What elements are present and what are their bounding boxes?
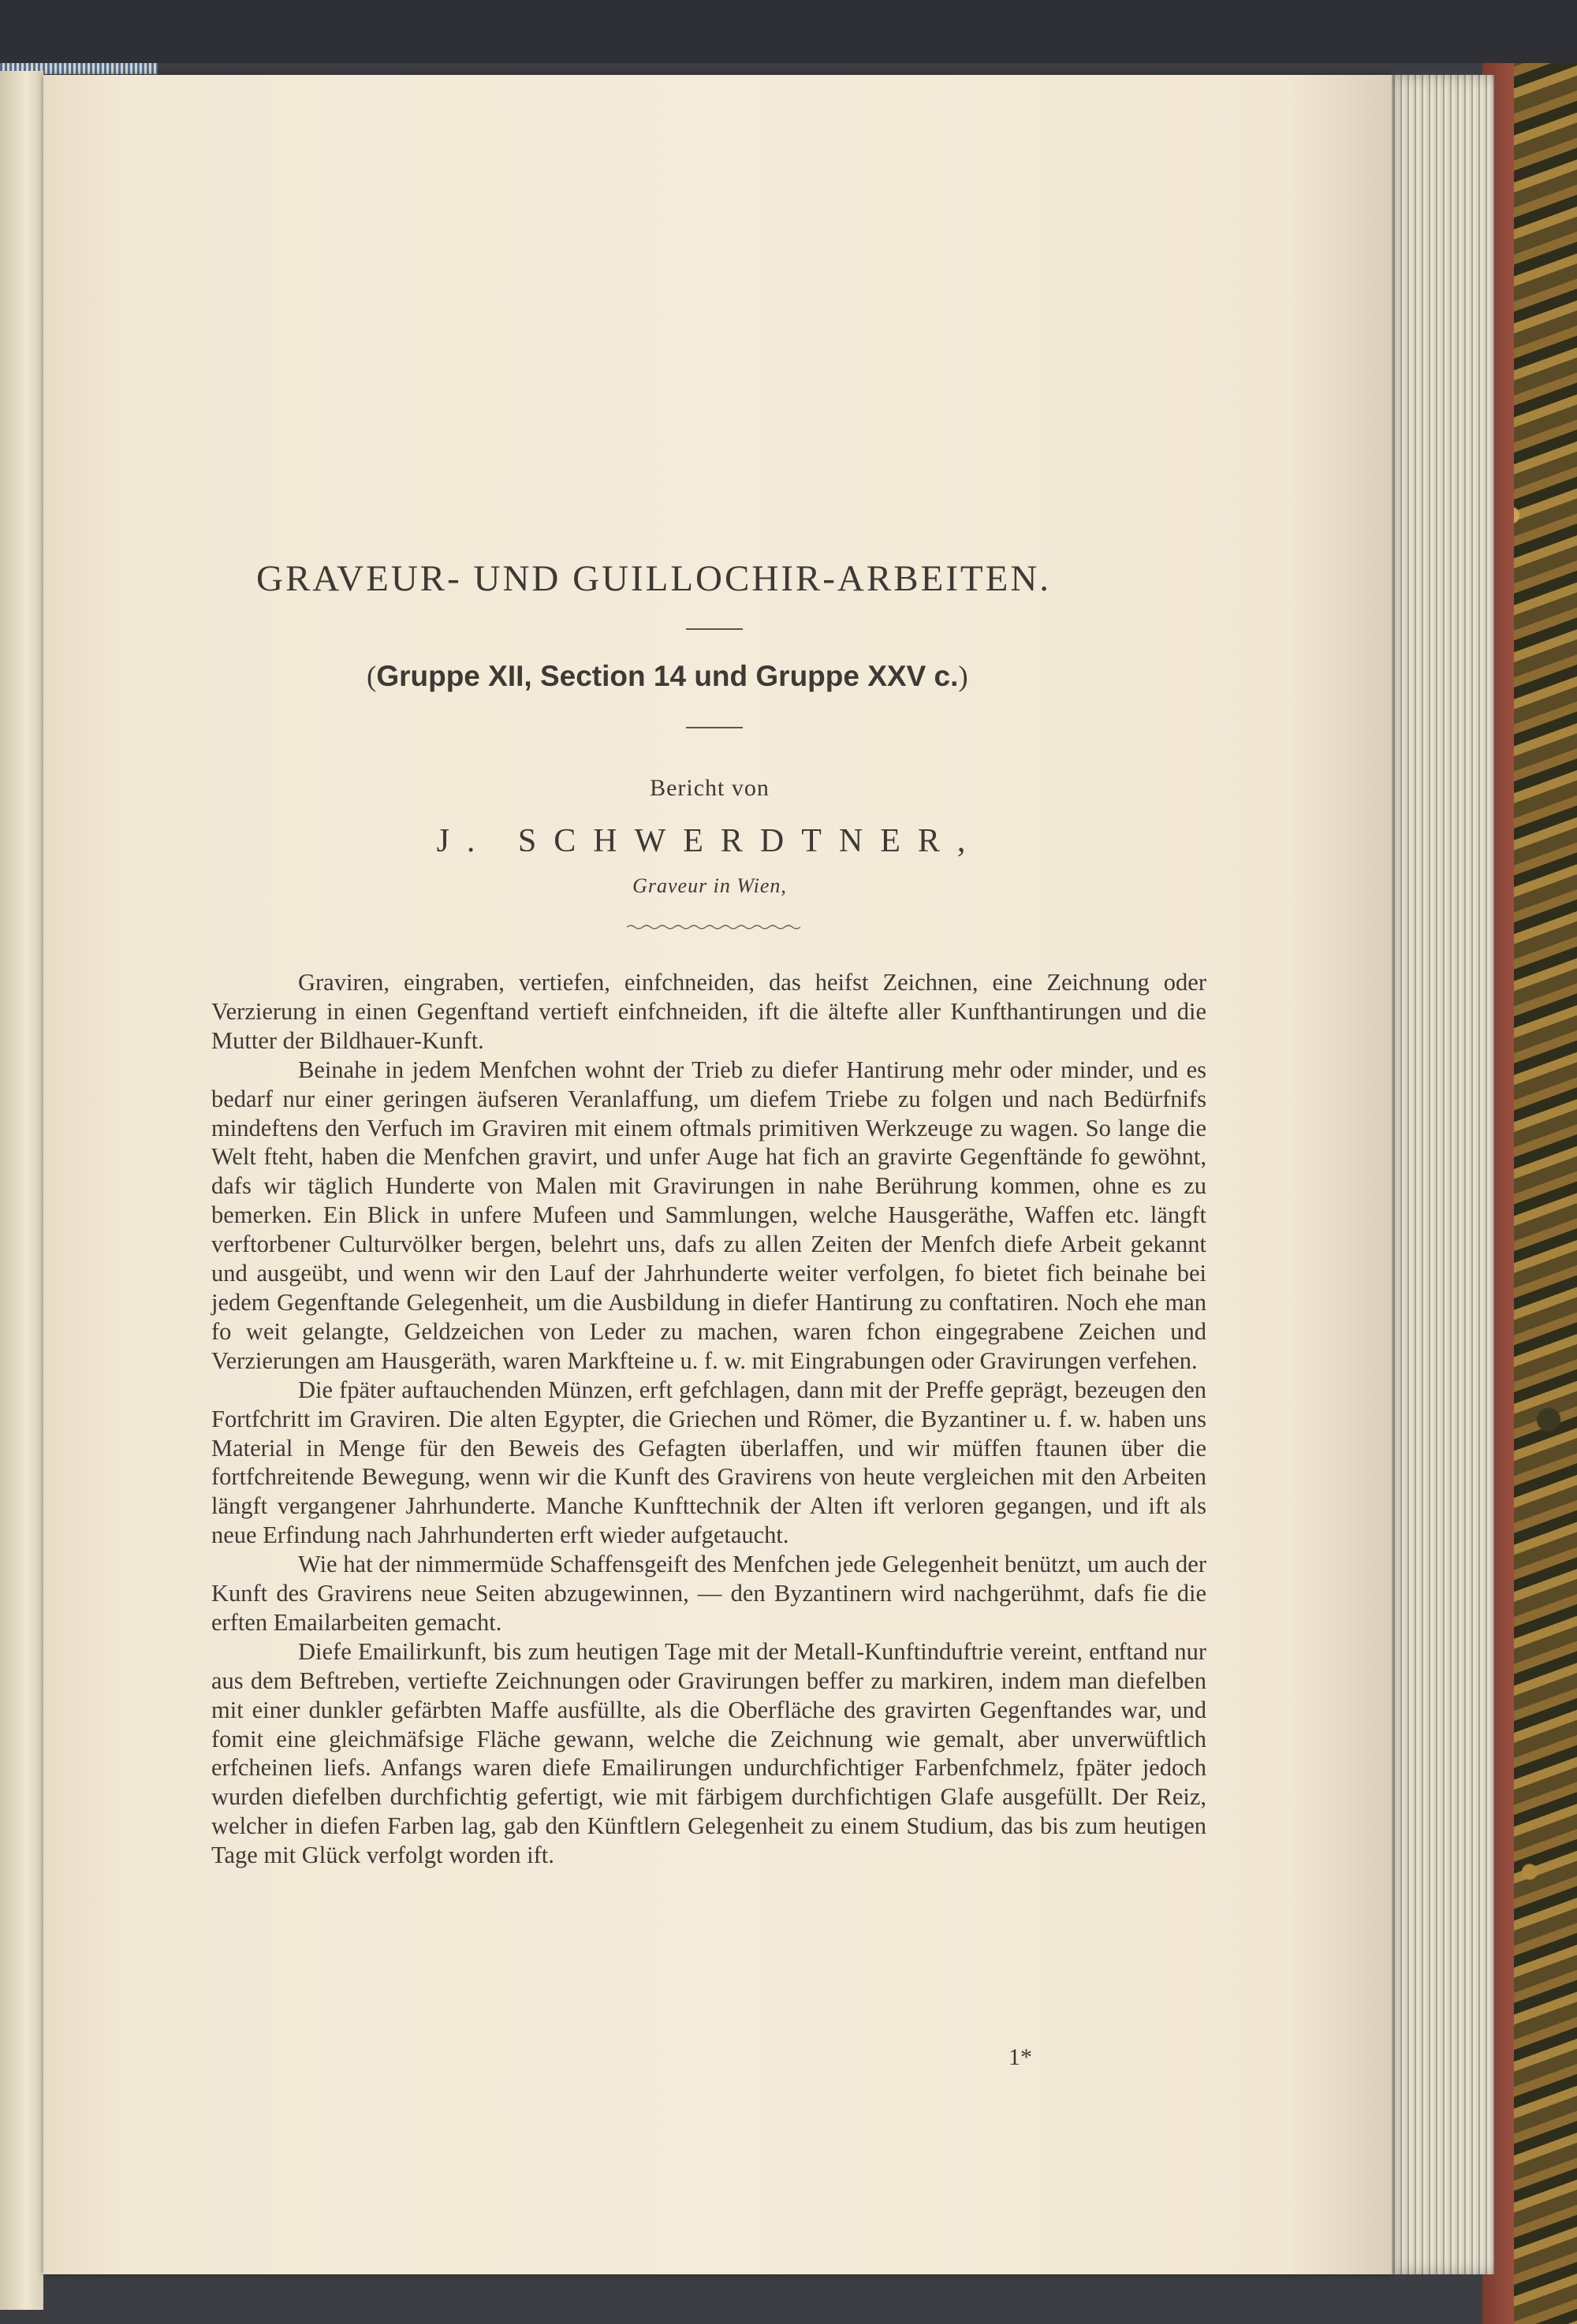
ornamental-wavy-rule	[627, 923, 800, 931]
article-body	[211, 968, 1206, 1870]
title-divider	[686, 628, 743, 630]
author-role: Graveur in Wien,	[632, 874, 787, 897]
subtitle-open-paren: (	[367, 661, 377, 693]
report-by-label: Bericht von	[650, 775, 770, 801]
paragraph: Wie hat der nimmermüde Schaffensgeift des Menfchen jede Gelegenheit benützt, um auch der Kunft des Gravirens neue Seiten abzugewinnen, — den Byzantinern wird nachgerühmt, dafs fie die erften Emailarbeiten gemacht.	[211, 1551, 1206, 1636]
paragraph: Beinahe in jedem Menfchen wohnt der Trieb zu diefer Hantirung mehr oder minder, und es bedarf nur einer geringen äufseren Veranlaffung, um diefem Triebe zu folgen und nach Bedürfnifs mindeftens den Verfuch im Graviren mit einem oftmals primitiven Werkzeuge zu wagen. So lange die Welt fteht, haben die Menfchen gravirt, und unfer Auge hat fich an gravirte Gegenftände fo gewöhnt, dafs wir täglich Hunderte von Malen mit Gravirungen in nahe Berührung kommen, ohne es zu bemerken. Ein Blick in unfere Mufeen und Sammlungen, welche Hausgeräthe, Waffen etc. längft verftorbener Culturvölker bergen, belehrt uns, dafs zu allen Zeiten der Menfch diefe Arbeit gekannt und ausgeübt, und wenn wir den Lauf der Jahrhunderte weiter verfolgen, fo bietet fich beinahe bei jedem Gegenftande Gelegenheit, um die Ausbildung in diefer Hantirung zu conftatiren. Noch ehe man fo weit gelangte, Geldzeichen von Leder zu machen, waren fchon eingegrabene Zeichen und Verzierungen am Hausgeräth, waren Markfteine u. f. w. mit Eingrabungen oder Gravirungen verfehen.	[211, 1056, 1206, 1374]
subtitle-close-paren: )	[958, 661, 968, 693]
paragraph: Diefe Emailirkunft, bis zum heutigen Tage mit der Metall-Kunftinduftrie vereint, entftand nur aus dem Beftreben, vertiefte Zeichnungen oder Gravirungen beffer zu markiren, indem man diefelben mit einer dunkler gefärbten Maffe ausfüllte, als die Oberfläche des gravirten Gegenftandes war, und fomit eine gleichmäfsige Fläche gewann, welche die Zeichnung wie gemalt, aber unverwüftlich erfcheinen liefs. Anfangs waren diefe Emailirungen undurchfichtiger Farbenfchmelz, fpäter jedoch wurden diefelben durchfichtig gefertigt, wie mit färbigem durchfichtigen Glafe ausgefüllt. Der Reiz, welcher in diefen Farben lag, gab den Künftlern Gelegenheit zu einem Studium, das bis zum heutigen Tage mit Glück verfolgt worden ift.	[211, 1637, 1206, 1869]
page-title: GRAVEUR- UND GUILLOCHIR-ARBEITEN.	[256, 558, 1052, 599]
page-number: 1*	[1008, 2044, 1032, 2070]
subtitle-divider	[686, 727, 743, 728]
scan-backdrop	[0, 0, 1577, 63]
paragraph: Graviren, eingraben, vertiefen, einfchneiden, das heifst Zeichnen, eine Zeichnung oder Verzierung in einen Gegenftand vertieft einfchneiden, ift die ältefte aller Kunfthantirungen und die Mutter der Bildhauer-Kunft.	[211, 969, 1206, 1054]
previous-page-edge	[0, 71, 43, 2310]
page-stack-edges	[1384, 75, 1494, 2274]
paragraph: Die fpäter auftauchenden Münzen, erft gefchlagen, dann mit der Preffe geprägt, bezeugen den Fortfchritt im Graviren. Die alten Egypter, die Griechen und Römer, die Byzantiner u. f. w. haben uns Material in Menge für den Beweis des Gefagten überlaffen, und wir müffen ftaunen über die fortfchreitende Bewegung, wenn wir die Kunft des Gravirens von heute vergleichen mit den Arbeiten längft vergangener Jahrhunderte. Manche Kunfttechnik der Alten ift verloren gegangen, und ift als neue Erfindung nach Jahrhunderten erft wieder aufgetaucht.	[211, 1376, 1206, 1549]
section-subtitle	[367, 660, 1076, 694]
subtitle-text: Gruppe XII, Section 14 und Gruppe XXV c.	[376, 660, 959, 692]
book-page	[43, 75, 1392, 2274]
author-name: J. SCHWERDTNER,	[436, 823, 983, 859]
